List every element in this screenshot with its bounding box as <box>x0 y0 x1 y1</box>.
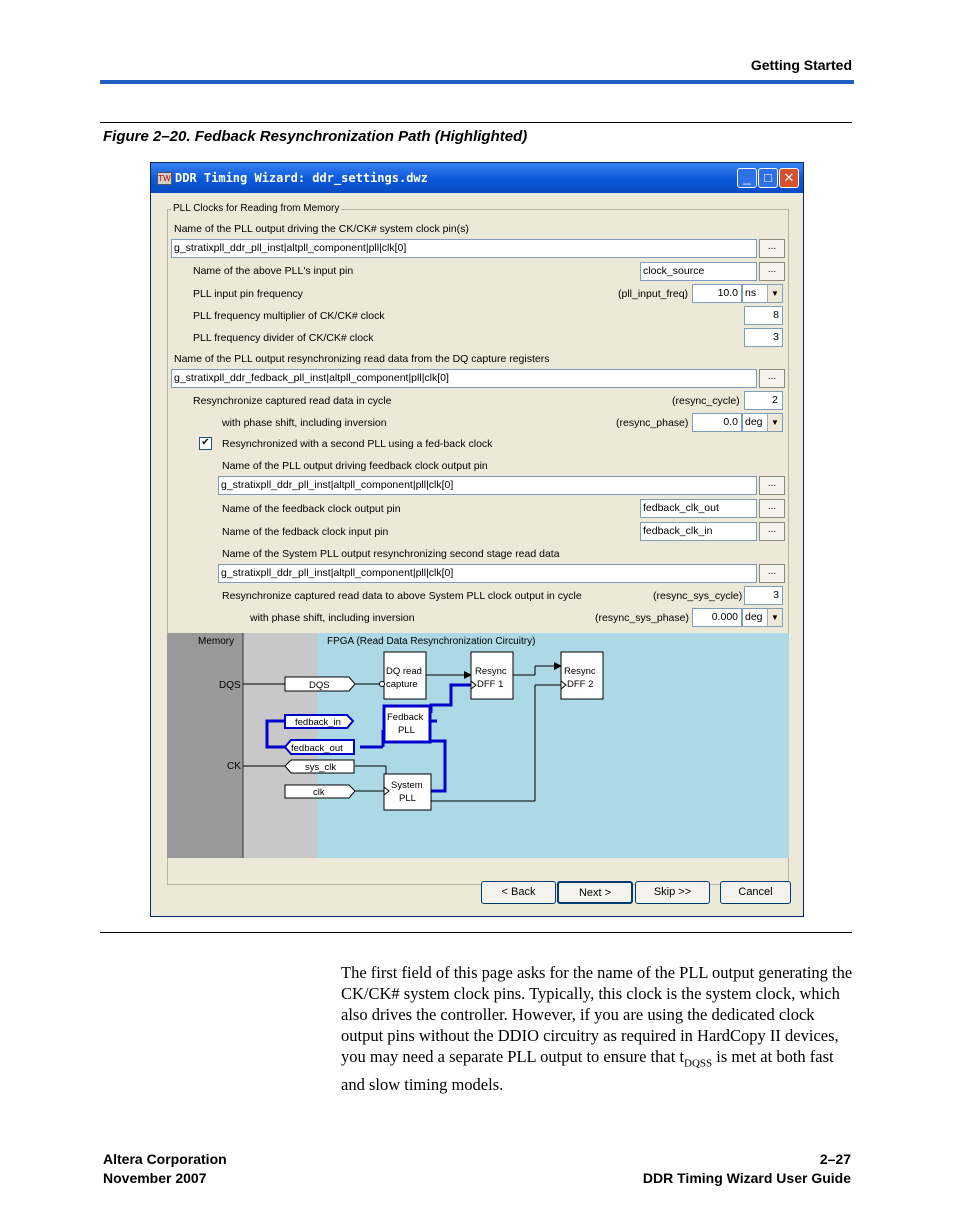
resync-diagram <box>167 633 789 858</box>
pll-freq-unit-value: ns <box>745 287 757 299</box>
footer-company: Altera Corporation <box>103 1151 227 1167</box>
resync-cycle-label: Resynchronize captured read data in cycle <box>193 395 392 407</box>
fb-out-label: Name of the feedback clock output pin <box>222 503 401 515</box>
skip-button[interactable]: Skip >> <box>635 881 710 904</box>
sys-pll-browse-button[interactable]: ... <box>759 564 785 583</box>
sys-cycle-field[interactable]: 3 <box>744 586 783 605</box>
resync-phase-label: with phase shift, including inversion <box>222 417 387 429</box>
fb-pll-label: Name of the PLL output driving feedback clock output pin <box>222 460 488 472</box>
memory-region <box>167 633 243 858</box>
sys-cycle-param: (resync_sys_cycle) <box>653 590 743 602</box>
sys-phase-label: with phase shift, including inversion <box>250 612 415 624</box>
pll-freq-param: (pll_input_freq) <box>618 288 689 300</box>
resync1-line2: DFF 1 <box>477 679 504 690</box>
pll-div-label: PLL frequency divider of CK/CK# clock <box>193 332 374 344</box>
sys-pll-line1: System <box>391 780 423 791</box>
maximize-button[interactable]: □ <box>758 168 778 188</box>
sys-cycle-label: Resynchronize captured read data to above System PLL clock output in cycle <box>222 590 582 602</box>
pll-freq-unit-select[interactable] <box>742 284 783 303</box>
pll-mult-field[interactable]: 8 <box>744 306 783 325</box>
body-text-before: The first field of this page asks for the name of the PLL output generating the CK/CK# system clock pins. Typically, this clock is the system clock, which also drives the controller. However, if you are using the dedicated clock output pins without the DDIO circuitry as required in HardCopy II devices, you may need a separate PLL output to ensure that t <box>341 963 853 1066</box>
pll-freq-field[interactable]: 10.0 <box>692 284 742 303</box>
title-bar[interactable] <box>151 163 803 193</box>
fb-pll-line1: Fedback <box>387 712 424 723</box>
wizard-window <box>150 162 804 917</box>
dq-read-line2: capture <box>386 679 418 690</box>
dqs-port-label: DQS <box>309 680 330 691</box>
resync-pll-field[interactable]: g_stratixpll_ddr_fedback_pll_inst|altpll_component|pll|clk[0] <box>171 369 757 388</box>
back-button[interactable]: < Back <box>481 881 556 904</box>
pll-input-pin-label: Name of the above PLL's input pin <box>193 265 354 277</box>
minimize-button[interactable]: _ <box>737 168 757 188</box>
running-header: Getting Started <box>750 57 852 73</box>
dqs-pin-label: DQS <box>219 680 241 691</box>
fb-pll-line2: PLL <box>398 725 415 736</box>
next-button[interactable]: Next > <box>557 881 633 904</box>
sys-pll-label: Name of the System PLL output resynchronizing second stage read data <box>222 548 560 560</box>
footer-right <box>643 1150 851 1188</box>
resync-phase-param: (resync_phase) <box>616 417 689 429</box>
resync1-line1: Resync <box>475 666 507 677</box>
chevron-down-icon: ▼ <box>767 609 782 626</box>
resync-phase-field[interactable]: 0.0 <box>692 413 742 432</box>
second-pll-label: Resynchronized with a second PLL using a fed-back clock <box>222 438 493 450</box>
group-title: PLL Clocks for Reading from Memory <box>173 203 340 214</box>
fb-in-label: Name of the fedback clock input pin <box>222 526 389 538</box>
sys-pll-field[interactable]: g_stratixpll_ddr_pll_inst|altpll_component|pll|clk[0] <box>218 564 757 583</box>
sys-phase-field[interactable]: 0.000 <box>692 608 742 627</box>
ck-pin-label: CK <box>227 761 241 772</box>
resync-pll-label: Name of the PLL output resynchronizing read data from the DQ capture registers <box>174 353 550 365</box>
fb-out-field[interactable]: fedback_clk_out <box>640 499 757 518</box>
fpga-label: FPGA (Read Data Resynchronization Circuitry) <box>327 636 536 647</box>
sys-pll-line2: PLL <box>399 793 416 804</box>
figure-bottom-rule <box>100 932 852 933</box>
fedback-in-label: fedback_in <box>295 717 341 728</box>
sys-phase-unit-select[interactable] <box>742 608 783 627</box>
body-text-after: is met at both fast and slow timing models. <box>341 1047 834 1095</box>
pll-input-pin-field[interactable]: clock_source <box>640 262 757 281</box>
pll-div-field[interactable]: 3 <box>744 328 783 347</box>
resync-pll-browse-button[interactable]: ... <box>759 369 785 388</box>
figure-top-rule <box>100 122 852 123</box>
pll-input-pin-browse-button[interactable]: ... <box>759 262 785 281</box>
ck-pll-browse-button[interactable]: ... <box>759 239 785 258</box>
resync2-line2: DFF 2 <box>567 679 594 690</box>
header-rule <box>100 80 854 84</box>
sys-phase-param: (resync_sys_phase) <box>595 612 689 624</box>
body-subscript: DQSS <box>684 1057 713 1070</box>
resync-cycle-field[interactable]: 2 <box>744 391 783 410</box>
footer-page-number: 2–27 <box>819 1151 851 1167</box>
second-pll-checkbox[interactable]: ✔ <box>199 437 212 450</box>
chevron-down-icon: ▼ <box>767 285 782 302</box>
resync-phase-unit-select[interactable] <box>742 413 783 432</box>
close-button[interactable]: ✕ <box>779 168 799 188</box>
resync-cycle-param: (resync_cycle) <box>672 395 740 407</box>
resync-phase-unit-value: deg <box>745 416 763 428</box>
pll-freq-label: PLL input pin frequency <box>193 288 303 300</box>
pll-mult-label: PLL frequency multiplier of CK/CK# clock <box>193 310 385 322</box>
fedback-out-label: fedback_out <box>291 743 343 754</box>
diagram-svg <box>167 633 789 858</box>
dq-read-line1: DQ read <box>386 666 422 677</box>
chevron-down-icon: ▼ <box>767 414 782 431</box>
fb-pll-browse-button[interactable]: ... <box>759 476 785 495</box>
footer-date: November 2007 <box>103 1170 207 1186</box>
fb-in-field[interactable]: fedback_clk_in <box>640 522 757 541</box>
fb-out-browse-button[interactable]: ... <box>759 499 785 518</box>
ck-pll-label: Name of the PLL output driving the CK/CK# system clock pin(s) <box>174 223 469 235</box>
fb-pll-field[interactable]: g_stratixpll_ddr_pll_inst|altpll_component|pll|clk[0] <box>218 476 757 495</box>
window-title: DDR Timing Wizard: ddr_settings.dwz <box>175 171 428 185</box>
fb-in-browse-button[interactable]: ... <box>759 522 785 541</box>
clk-port-label: clk <box>313 787 325 798</box>
footer-left <box>103 1150 227 1188</box>
ck-pll-field[interactable]: g_stratixpll_ddr_pll_inst|altpll_component|pll|clk[0] <box>171 239 757 258</box>
figure-caption: Figure 2–20. Fedback Resynchronization Path (Highlighted) <box>103 128 528 145</box>
sys-clk-label: sys_clk <box>305 762 337 773</box>
sys-phase-unit-value: deg <box>745 611 763 623</box>
app-icon: TW <box>158 174 171 183</box>
resync2-line1: Resync <box>564 666 596 677</box>
body-paragraph <box>341 962 853 1095</box>
cancel-button[interactable]: Cancel <box>720 881 791 904</box>
memory-label: Memory <box>198 636 235 647</box>
footer-guide-title: DDR Timing Wizard User Guide <box>642 1170 851 1186</box>
